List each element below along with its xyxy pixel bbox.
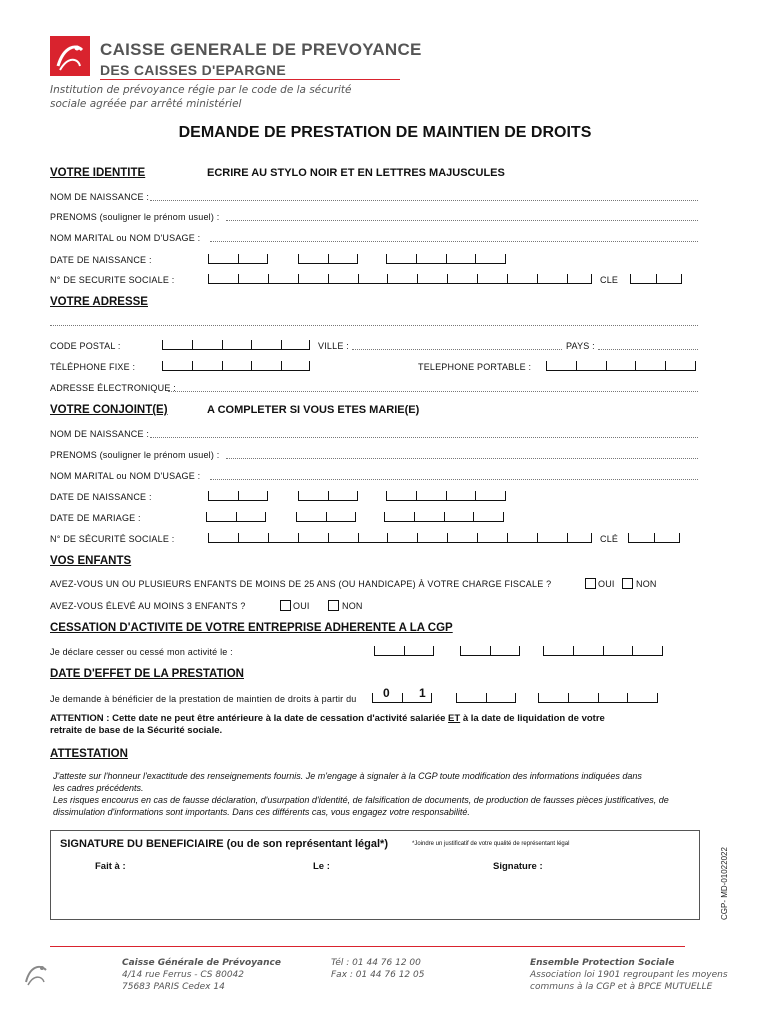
identite-instruction: ECRIRE AU STYLO NOIR ET EN LETTRES MAJUSCULES [207,167,505,179]
org-subtitle: DES CAISSES D'EPARGNE [100,62,286,78]
conjoint-prenoms-field[interactable] [226,458,698,459]
attestation-p1-line-1: J'atteste sur l'honneur l'exactitude des renseignements fournis. Je m'engage à signaler à la CGP toute modification des informations indiquées dans [53,771,642,781]
conjoint-nom-naissance-field[interactable] [150,437,698,438]
conjoint-nom-marital-field[interactable] [210,479,698,480]
date-mariage-label: DATE DE MARIAGE : [50,513,141,523]
conjoint-prenoms-label: PRENOMS (souligner le prénom usuel) : [50,450,220,460]
date-mariage-day[interactable] [206,512,266,522]
pays-label: PAYS : [566,341,595,351]
enfants-q1-non-label: NON [636,579,657,589]
conjoint-nom-marital-label: NOM MARITAL ou NOM D'USAGE : [50,471,201,481]
enfants-q1: AVEZ-VOUS UN OU PLUSIEURS ENFANTS DE MOINS DE 25 ANS (OU HANDICAPE) À VOTRE CHARGE FISCALE ? [50,579,552,589]
org-name: CAISSE GENERALE DE PREVOYANCE [100,40,422,59]
footer-street: 4/14 rue Ferrus - CS 80042 [122,970,245,980]
enfants-q1-oui-label: OUI [598,579,615,589]
fait-a-label: Fait à : [95,861,126,872]
cessation-text: Je déclare cesser ou cessé mon activité le : [50,647,233,657]
signature-note: *Joindre un justificatif de votre qualité de représentant légal [412,841,570,847]
enfants-q2-non-label: NON [342,601,363,611]
attestation-p2-line-1: Les risques encourus en cas de fausse déclaration, d'usurpation d'identité, de falsification de documents, de production de fausses pièces justificatives, de [53,795,669,805]
enfants-q2: AVEZ-VOUS ÉLEVÉ AU MOINS 3 ENFANTS ? [50,601,246,611]
signature-label: Signature : [493,861,543,872]
conjoint-date-naissance-day[interactable] [208,491,268,501]
header-divider [100,79,400,80]
conjoint-cle-field[interactable] [628,533,680,543]
pays-field[interactable] [598,349,698,350]
enfants-q2-oui-label: OUI [293,601,310,611]
date-mariage-month[interactable] [296,512,356,522]
cle-field[interactable] [630,274,682,284]
conjoint-secu-number-field[interactable] [208,533,592,543]
footer-contact [331,957,424,981]
section-conjoint: VOTRE CONJOINT(E) [50,404,168,416]
email-field[interactable] [168,391,698,392]
attention-line-2: retraite de base de la Sécurité sociale. [50,725,223,736]
date-mariage-year[interactable] [384,512,504,522]
ville-field[interactable] [352,349,562,350]
date-naissance-month[interactable] [298,254,358,264]
section-cessation: CESSATION D'ACTIVITE DE VOTRE ENTREPRISE ADHERENTE A LA CGP [50,622,453,634]
effet-text: Je demande à bénéficier de la prestation de maintien de droits à partir du [50,694,357,704]
section-enfants: VOS ENFANTS [50,555,132,567]
form-title: DEMANDE DE PRESTATION DE MAINTIEN DE DROITS [178,124,592,141]
footer-org-name: Caisse Générale de Prévoyance [122,958,281,968]
le-label: Le : [313,861,330,872]
footer-phone: Tél : 01 44 76 12 00 [331,958,421,968]
email-label: ADRESSE ÉLECTRONIQUE : [50,383,176,393]
enfants-q1-oui-checkbox[interactable] [585,578,596,589]
conjoint-secu-label: N° DE SÉCURITÉ SOCIALE : [50,534,175,544]
effet-day-digit-2: 1 [419,686,426,700]
tel-portable-label: TELEPHONE PORTABLE : [418,362,532,372]
attestation-p2-line-2: dissimulation d'informations sont importants. Dans ces différents cas, vous engagez votre responsabilité. [53,807,470,817]
cgp-logo [50,36,90,76]
effet-year[interactable] [538,693,658,703]
signature-heading: SIGNATURE DU BENEFICIAIRE (ou de son représentant légal*) [60,838,389,850]
date-naissance-day[interactable] [208,254,268,264]
attestation-p1-line-2: les cadres précédents. [53,783,144,793]
effet-day-digit-1: 0 [383,686,390,700]
footer-association [530,957,728,993]
section-attestation: ATTESTATION [50,748,128,760]
secu-label: N° DE SECURITE SOCIALE : [50,275,175,285]
tel-fixe-label: TÉLÉPHONE FIXE : [50,362,136,372]
footer-address [122,957,281,993]
ville-label: VILLE : [318,341,349,351]
prenoms-label: PRENOMS (souligner le prénom usuel) : [50,212,220,222]
footer-city: 75683 PARIS Cedex 14 [122,982,225,992]
nom-marital-field[interactable] [210,241,698,242]
footer-logo-icon [22,960,50,986]
effet-month[interactable] [456,693,516,703]
conjoint-date-naissance-month[interactable] [298,491,358,501]
tel-fixe-field[interactable] [162,361,310,371]
section-date-effet: DATE D'EFFET DE LA PRESTATION [50,668,244,680]
adresse-field[interactable] [50,325,698,326]
footer-divider [50,946,685,947]
nom-marital-label: NOM MARITAL ou NOM D'USAGE : [50,233,201,243]
nom-naissance-field[interactable] [150,200,698,201]
footer-association-line-1: Association loi 1901 regroupant les moyens [530,970,728,980]
enfants-q2-non-checkbox[interactable] [328,600,339,611]
conjoint-cle-label: CLÉ [600,534,619,544]
cessation-year[interactable] [543,646,663,656]
cessation-month[interactable] [460,646,520,656]
footer-association-name: Ensemble Protection Sociale [530,958,675,968]
cle-label: CLE [600,275,619,285]
institution-line-2: sociale agréée par arrêté ministériel [50,98,242,110]
code-postal-field[interactable] [162,340,310,350]
footer-association-line-2: communs à la CGP et à BPCE MUTUELLE [530,982,713,992]
cessation-day[interactable] [374,646,434,656]
footer-fax: Fax : 01 44 76 12 05 [331,970,425,980]
date-naissance-label: DATE DE NAISSANCE : [50,255,152,265]
secu-number-field[interactable] [208,274,592,284]
nom-naissance-label: NOM DE NAISSANCE : [50,192,150,202]
date-naissance-year[interactable] [386,254,506,264]
form-reference-code: CGP- MD-01022022 [720,847,729,920]
conjoint-nom-naissance-label: NOM DE NAISSANCE : [50,429,150,439]
prenoms-field[interactable] [226,220,698,221]
conjoint-date-naissance-label: DATE DE NAISSANCE : [50,492,152,502]
tel-portable-field[interactable] [546,361,696,371]
conjoint-date-naissance-year[interactable] [386,491,506,501]
section-adresse: VOTRE ADRESSE [50,296,148,308]
attention-line-1: ATTENTION : Cette date ne peut être antérieure à la date de cessation d'activité salariée ET à la date de liquidation de votre [50,713,605,724]
enfants-q1-non-checkbox[interactable] [622,578,633,589]
enfants-q2-oui-checkbox[interactable] [280,600,291,611]
conjoint-instruction: A COMPLETER SI VOUS ETES MARIE(E) [207,404,420,416]
section-identite: VOTRE IDENTITE [50,167,146,179]
code-postal-label: CODE POSTAL : [50,341,121,351]
institution-line-1: Institution de prévoyance régie par le code de la sécurité [50,84,352,96]
